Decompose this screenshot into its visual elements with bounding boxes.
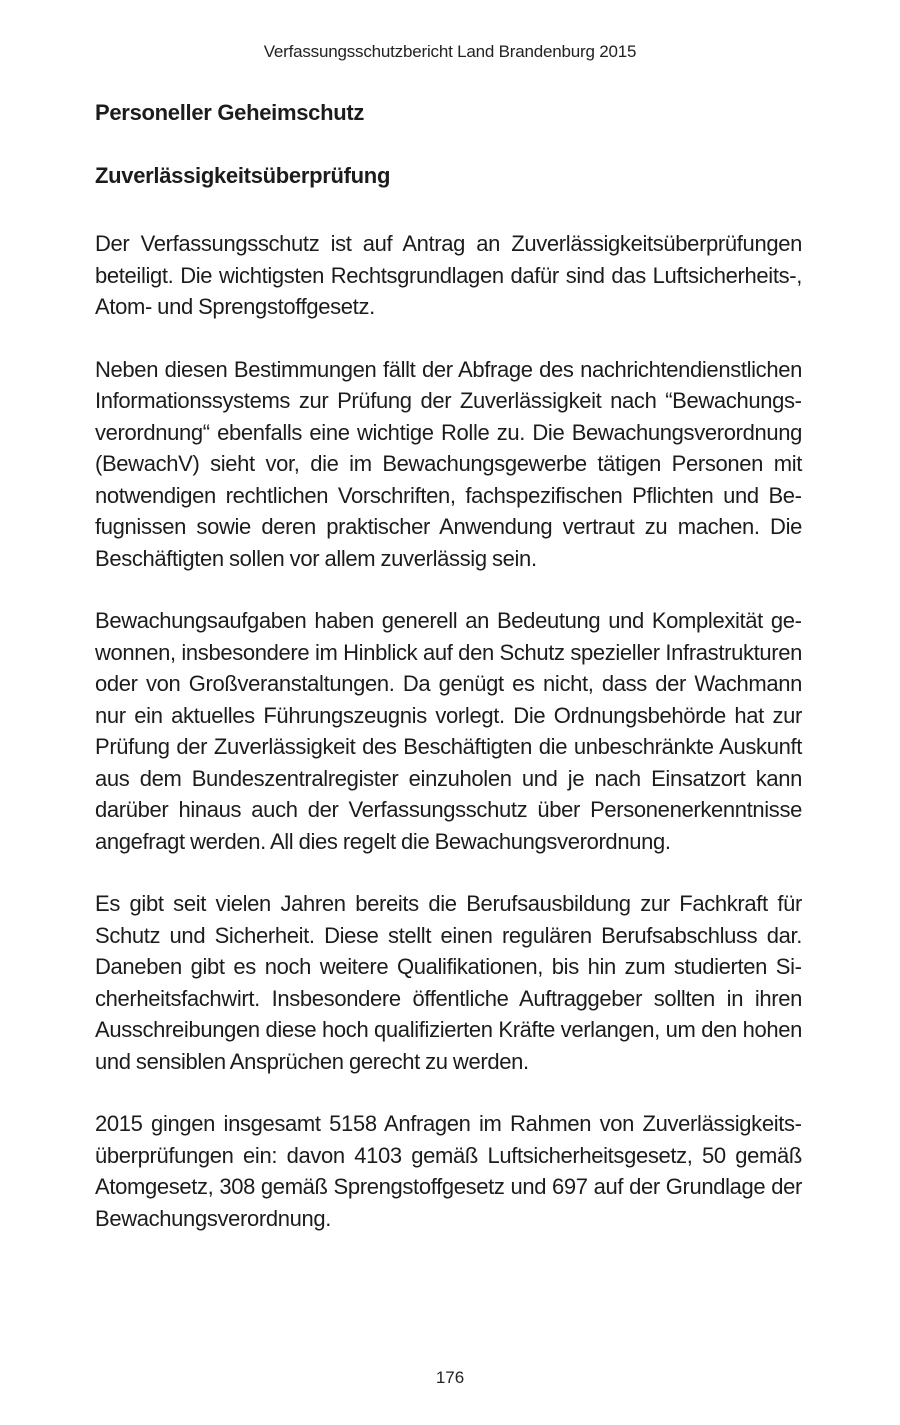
document-body — [95, 98, 802, 1265]
paragraph-berufsausbildung: Es gibt seit vielen Jahren bereits die Berufsausbildung zur Fachkraft für Schutz und Sicherheit. Diese stellt einen regulären Berufsabschluss dar. Daneben gibt es noch weitere Qualifikationen, bis hin zum studierten Sicherheitsfachwirt. Insbesondere öffentliche Auftraggeber sollten in ihren Ausschreibungen diese hoch qualifizierten Kräfte verlangen, um den hohen und sensiblen Ansprüchen gerecht zu werden. — [95, 891, 802, 1074]
paragraph-statistics: 2015 gingen insgesamt 5158 Anfragen im Rahmen von Zuverlässigkeitsüberprüfungen ein: davon 4103 gemäß Luftsicherheitsgesetz, 50 gemäß Atomgesetz, 308 gemäß Sprengstoffgesetz und 697 auf der Grundlage der Bewachungsverordnung. — [95, 1111, 802, 1231]
page-number: 176 — [435, 1368, 465, 1387]
section-heading: Personeller Geheimschutz — [95, 100, 365, 125]
paragraph-bewachungsaufgaben: Bewachungsaufgaben haben generell an Bedeutung und Komplexität gewonnen, insbesondere im Hinblick auf den Schutz spezieller Infrastrukturen oder von Großveranstaltungen. Da genügt es nicht, dass der Wachmann nur ein aktuelles Führungszeugnis vorlegt. Die Ordnungsbehörde hat zur Prüfung der Zuverlässigkeit des Beschäftigten die unbeschränkte Auskunft aus dem Bundeszentralregister einzuholen und je nach Einsatzort kann darüber hinaus auch der Verfassungsschutz über Personenerkenntnisse angefragt werden. All dies regelt die Bewachungsverordnung. — [95, 608, 802, 854]
paragraph-intro: Der Verfassungsschutz ist auf Antrag an Zuverlässigkeitsüberprüfungen beteiligt. Die wichtigsten Rechtsgrundlagen dafür sind das Luftsicherheits-, Atom- und Sprengstoffgesetz. — [95, 231, 802, 319]
paragraph-bewachv: Neben diesen Bestimmungen fällt der Abfrage des nachrichtendienstlichen Informationssystems zur Prüfung der Zuverlässigkeit nach “Bewachungsverordnung“ ebenfalls eine wichtige Rolle zu. Die Bewachungsverordnung (BewachV) sieht vor, die im Bewachungsgewerbe tätigen Personen mit notwendigen rechtlichen Vorschriften, fachspezifischen Pflichten und Befugnissen sowie deren praktischer Anwendung vertraut zu machen. Die Beschäftigten sollen vor allem zuverlässig sein. — [95, 356, 802, 571]
running-header: Verfassungsschutzbericht Land Brandenburg 2015 — [263, 42, 637, 61]
subsection-heading: Zuverlässigkeitsüberprüfung — [95, 163, 391, 188]
